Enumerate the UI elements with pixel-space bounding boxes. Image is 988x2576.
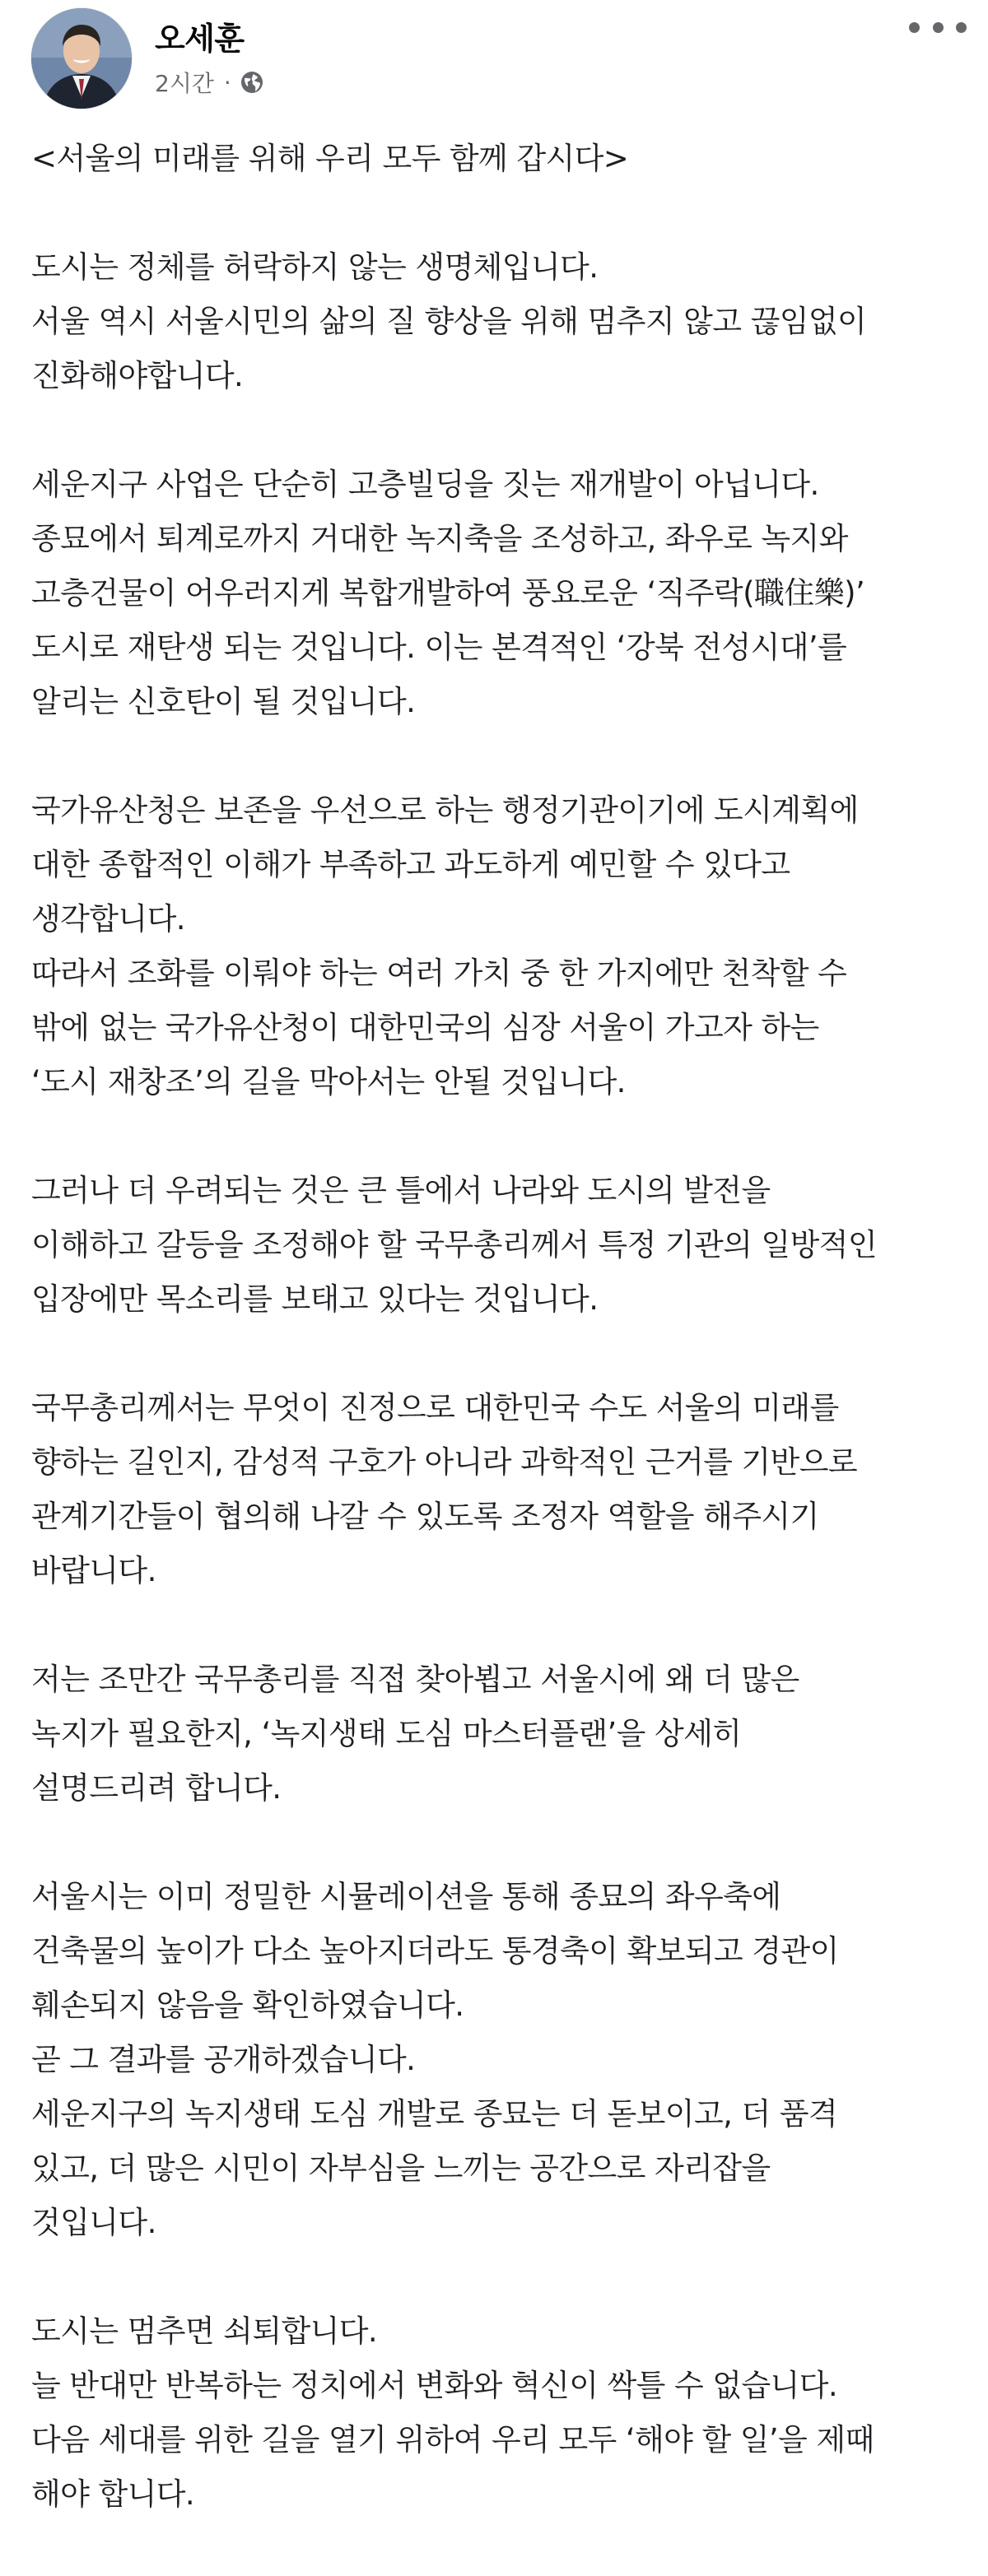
post-text-line: 생각합니다.: [31, 901, 185, 937]
more-horizontal-icon: [909, 22, 920, 33]
post-text-line: 도시는 정체를 허락하지 않는 생명체입니다.: [31, 249, 599, 285]
post-paragraph: [31, 1870, 962, 2250]
post-meta: [155, 64, 264, 100]
post-text-line: 늘 반대만 반복하는 정치에서 변화와 혁신이 싹틀 수 없습니다.: [31, 2368, 838, 2403]
post-text-line: 저는 조만간 국무총리를 직접 찾아뵙고 서울시에 왜 더 많은: [31, 1662, 799, 1697]
post-text-line: 국무총리께서는 무엇이 진정으로 대한민국 수도 서울의 미래를: [31, 1390, 839, 1425]
post-text-line: 세운지구 사업은 단순히 고층빌딩을 짓는 재개발이 아닙니다.: [31, 467, 819, 502]
more-horizontal-icon: [933, 22, 944, 33]
post-text-line: 서울 역시 서울시민의 삶의 질 향상을 위해 멈추지 않고 끊임없이: [31, 304, 867, 339]
post-text-line: 종묘에서 퇴계로까지 거대한 녹지축을 조성하고, 좌우로 녹지와: [31, 521, 848, 556]
post-text-line: 입장에만 목소리를 보태고 있다는 것입니다.: [31, 1281, 599, 1317]
post-text-line: 국가유산청은 보존을 우선으로 하는 행정기관이기에 도시계획에: [31, 793, 859, 828]
post-timestamp[interactable]: 2시간: [155, 70, 214, 97]
post-text-line: 바랍니다.: [31, 1553, 156, 1588]
more-horizontal-icon: [956, 22, 967, 33]
post-text-line: 도시로 재탄생 되는 것입니다. 이는 본격적인 ‘강북 전성시대’를: [31, 630, 847, 665]
post-text-line: 녹지가 필요한지, ‘녹지생태 도심 마스터플랜’을 상세히: [31, 1716, 742, 1751]
more-options-button[interactable]: [909, 15, 967, 40]
post-text-line: 다음 세대를 위한 길을 열기 위하여 우리 모두 ‘해야 할 일’을 제때: [31, 2422, 874, 2457]
post-paragraph: [31, 240, 962, 403]
post-text-line: 향하는 길인지, 감성적 구호가 아니라 과학적인 근거를 기반으로: [31, 1444, 857, 1480]
post-text-line: 설명드리려 합니다.: [31, 1770, 282, 1806]
post-text-line: 밖에 없는 국가유산청이 대한민국의 심장 서울이 가고자 하는: [31, 1010, 819, 1045]
post-text-line: 곧 그 결과를 공개하겠습니다.: [31, 2042, 416, 2077]
post-text-line: 훼손되지 않음을 확인하였습니다.: [31, 1988, 464, 2023]
avatar-portrait-image: [31, 8, 132, 109]
post-text-line: 이해하고 갈등을 조정해야 할 국무총리께서 특정 기관의 일방적인: [31, 1227, 877, 1262]
post-text-line: 것입니다.: [31, 2205, 156, 2240]
post-paragraph: [31, 1381, 962, 1598]
post-paragraph: [31, 1164, 962, 1327]
post-text-line: 대한 종합적인 이해가 부족하고 과도하게 예민할 수 있다고: [31, 847, 790, 882]
post-text-line: 그러나 더 우려되는 것은 큰 틀에서 나라와 도시의 발전을: [31, 1173, 771, 1208]
post-header: [0, 0, 988, 132]
post-text-line: 진화해야합니다.: [31, 358, 244, 393]
post-text-line: 건축물의 높이가 다소 높아지더라도 통경축이 확보되고 경관이: [31, 1933, 839, 1969]
post-paragraph: [31, 2304, 962, 2522]
post-paragraph: [31, 1653, 962, 1816]
post-text-line: 따라서 조화를 이뤄야 하는 여러 가치 중 한 가지에만 천착할 수: [31, 956, 847, 991]
post-paragraph: [31, 783, 962, 1109]
author-avatar[interactable]: [31, 8, 132, 109]
post-text-line: 세운지구의 녹지생태 도심 개발로 종묘는 더 돋보이고, 더 품격: [31, 2096, 837, 2132]
post-text-line: 고층건물이 어우러지게 복합개발하여 풍요로운 ‘직주락(職住樂)’: [31, 575, 865, 611]
post-text-line: 알리는 신호탄이 될 것입니다.: [31, 684, 416, 719]
meta-separator: ·: [223, 68, 231, 96]
post-text-line: ‘도시 재창조’의 길을 막아서는 안될 것입니다.: [31, 1064, 626, 1100]
post-text-line: 있고, 더 많은 시민이 자부심을 느끼는 공간으로 자리잡을: [31, 2151, 771, 2186]
post-text-line: <서울의 미래를 위해 우리 모두 함께 갑시다>: [31, 141, 629, 176]
post-paragraph: [31, 132, 962, 186]
post-paragraph: [31, 458, 962, 729]
post-text-line: 도시는 멈추면 쇠퇴합니다.: [31, 2313, 378, 2349]
globe-icon[interactable]: [240, 70, 264, 95]
post-text: [31, 132, 962, 2576]
post-text-line: 해야 합니다.: [31, 2476, 195, 2512]
post-text-line: 서울시는 이미 정밀한 시뮬레이션을 통해 종묘의 좌우축에: [31, 1879, 781, 1914]
post-text-line: 관계기간들이 협의해 나갈 수 있도록 조정자 역할을 해주시기: [31, 1499, 819, 1534]
author-name[interactable]: 오세훈: [155, 21, 245, 57]
